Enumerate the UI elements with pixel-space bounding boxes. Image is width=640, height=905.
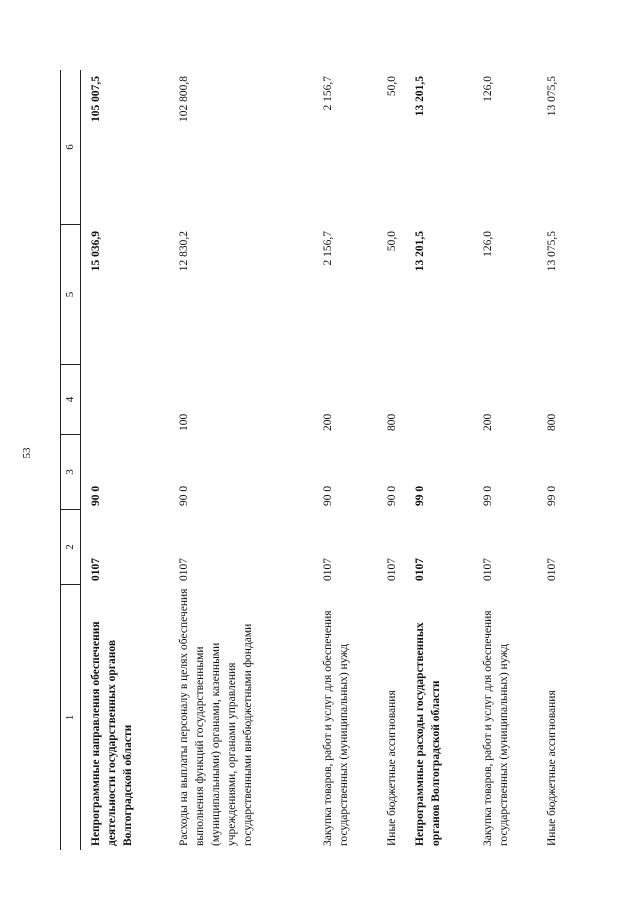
row-type: 200 [482,413,494,431]
row-value6: 50,0 [386,76,398,97]
row-value5: 15 036,9 [90,231,102,272]
column-header-5: 5 [61,225,80,365]
row-section: 0107 [386,558,398,581]
row-name: Иные бюджетные ассигнования [386,690,398,846]
column-header-6: 6 [61,70,80,225]
row-target: 99 0 [482,485,494,506]
row-section: 0107 [414,558,426,581]
row-section: 0107 [546,558,558,581]
row-type: 100 [178,413,190,431]
row-value6: 105 007,5 [90,76,102,122]
row-target: 90 0 [322,485,334,506]
row-name: Расходы на выплаты персоналу в целях обеспечения выполнения функций государственными (муниципальными) органами, казенными учреждениями, органами управления государственными внебюджетными фондами [178,588,254,846]
row-value6: 13 075,5 [546,76,558,117]
row-section: 0107 [178,558,190,581]
row-name: Непрограммные расходы государственных органов Волгоградской области [414,622,442,846]
row-type: 200 [322,413,334,431]
row-section: 0107 [90,558,102,581]
row-value6: 102 800,8 [178,76,190,122]
row-target: 90 0 [386,485,398,506]
row-section: 0107 [322,558,334,581]
row-value5: 12 830,2 [178,231,190,272]
row-value6: 13 201,5 [414,76,426,117]
row-type: 800 [386,413,398,431]
row-value6: 2 156,7 [322,76,334,111]
row-target: 99 0 [414,485,426,506]
row-value5: 126,0 [482,231,494,257]
row-value5: 2 156,7 [322,231,334,266]
row-target: 90 0 [178,485,190,506]
page-number: 53 [21,447,33,459]
row-target: 90 0 [90,485,102,506]
table-header [60,70,81,850]
column-header-2: 2 [61,510,80,585]
row-value5: 13 201,5 [414,231,426,272]
row-target: 99 0 [546,485,558,506]
column-header-3: 3 [61,435,80,510]
row-value5: 50,0 [386,231,398,252]
row-value5: 13 075,5 [546,231,558,272]
row-value6: 126,0 [482,76,494,102]
row-name: Иные бюджетные ассигнования [546,690,558,846]
column-header-1: 1 [64,714,76,721]
row-section: 0107 [482,558,494,581]
budget-table [60,70,580,850]
row-name: Закупка товаров, работ и услуг для обеспечения государственных (муниципальных) нужд [322,610,350,846]
row-type: 800 [546,413,558,431]
row-name: Непрограммные направления обеспечения деятельности государственных органов Волгоградской области [90,621,134,846]
row-name: Закупка товаров, работ и услуг для обеспечения государственных (муниципальных) нужд [482,610,510,846]
column-header-4: 4 [61,365,80,435]
